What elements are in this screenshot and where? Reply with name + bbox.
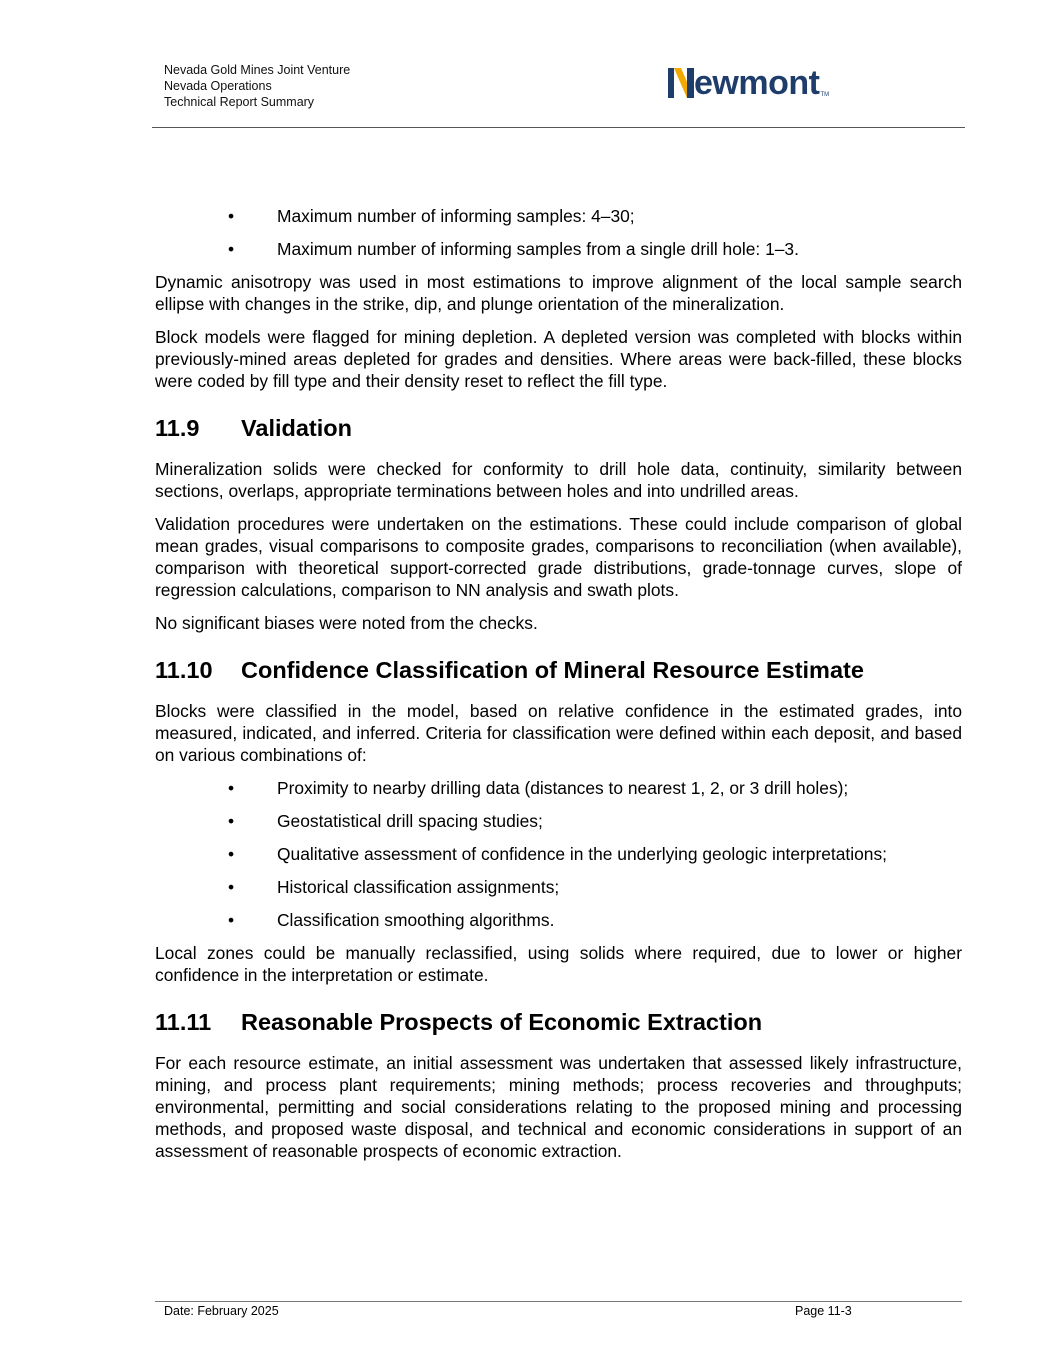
list-item [155, 909, 962, 931]
header-lines [164, 62, 350, 110]
bullet-list-classification [155, 777, 962, 931]
bullet-icon: • [228, 910, 235, 930]
list-item-text: Geostatistical drill spacing studies; [277, 811, 543, 831]
paragraph-validation-procedures: Validation procedures were undertaken on the estimations. These could include comparison of global mean grades, visual comparisons to composite grades, comparisons to reconciliation (when available), comparison with theoretical support-corrected grade distributions, grade-tonnage curves, slope of regression calculations, comparison to NN analysis and swath plots. [155, 514, 962, 600]
list-item-text: Historical classification assignments; [277, 877, 560, 897]
list-item-text: Maximum number of informing samples: 4–30; [277, 206, 635, 226]
section-number: 11.10 [155, 657, 213, 683]
list-item-text: Classification smoothing algorithms. [277, 910, 555, 930]
list-item-text: Proximity to nearby drilling data (distances to nearest 1, 2, or 3 drill holes); [277, 778, 849, 798]
newmont-logo [668, 64, 829, 102]
footer-divider [155, 1301, 962, 1302]
list-item [155, 205, 962, 227]
list-item [155, 238, 962, 260]
paragraph-classification-intro: Blocks were classified in the model, based on relative confidence in the estimated grades, into measured, indicated, and inferred. Criteria for classification were defined within each deposit, and based on various combinations of: [155, 701, 962, 765]
header-line-operations: Nevada Operations [164, 79, 272, 93]
list-item [155, 777, 962, 799]
page-content [155, 205, 962, 1173]
bullet-list-samples [155, 205, 962, 260]
paragraph-validation-solids: Mineralization solids were checked for conformity to drill hole data, continuity, similarity between sections, overlaps, appropriate terminations between holes and into undrilled areas. [155, 459, 962, 501]
list-item [155, 810, 962, 832]
section-heading-11-9 [155, 414, 962, 442]
bullet-icon: • [228, 778, 235, 798]
section-title: Reasonable Prospects of Economic Extraction [241, 1009, 763, 1035]
list-item-text: Maximum number of informing samples from a single drill hole: 1–3. [277, 239, 799, 259]
paragraph-dynamic-anisotropy: Dynamic anisotropy was used in most estimations to improve alignment of the local sample search ellipse with changes in the strike, dip, and plunge orientation of the mineralization. [155, 272, 962, 314]
paragraph-depletion: Block models were flagged for mining depletion. A depleted version was completed with blocks within previously-mined areas depleted for grades and densities. Where areas were back-filled, these blocks were coded by fill type and their density reset to reflect the fill type. [155, 327, 962, 391]
section-number: 11.11 [155, 1009, 212, 1035]
section-title: Validation [241, 415, 352, 441]
bullet-icon: • [228, 844, 235, 864]
newmont-logo-mark [668, 64, 694, 98]
footer-date: Date: February 2025 [164, 1304, 279, 1318]
footer-page-number: Page 11-3 [795, 1304, 852, 1318]
bullet-icon: • [228, 206, 235, 226]
paragraph-classification-outro: Local zones could be manually reclassified, using solids where required, due to lower or higher confidence in the interpretation or estimate. [155, 943, 962, 985]
section-number: 11.9 [155, 415, 200, 441]
paragraph-validation-biases: No significant biases were noted from the checks. [155, 613, 538, 633]
section-heading-11-11 [155, 1008, 962, 1036]
list-item [155, 876, 962, 898]
header-line-report: Technical Report Summary [164, 95, 315, 109]
section-heading-11-10 [155, 656, 962, 684]
section-title: Confidence Classification of Mineral Resource Estimate [241, 657, 864, 683]
list-item-text: Qualitative assessment of confidence in the underlying geologic interpretations; [277, 844, 887, 864]
bullet-icon: • [228, 877, 235, 897]
paragraph-economic-extraction: For each resource estimate, an initial assessment was undertaken that assessed likely infrastructure, mining, and process plant requirements; mining methods; process recoveries and throughputs; environmental, permitting and social considerations relating to the proposed mining and processing methods, and proposed waste disposal, and technical and economic considerations in support of an assessment of reasonable prospects of economic extraction. [155, 1053, 962, 1161]
header-divider [152, 127, 965, 128]
header-line-company: Nevada Gold Mines Joint Venture [164, 63, 351, 77]
bullet-icon: • [228, 239, 235, 259]
newmont-logo-tm: TM [820, 92, 830, 98]
newmont-logo-text: ewmont [694, 64, 820, 102]
list-item [155, 843, 962, 865]
bullet-icon: • [228, 811, 235, 831]
